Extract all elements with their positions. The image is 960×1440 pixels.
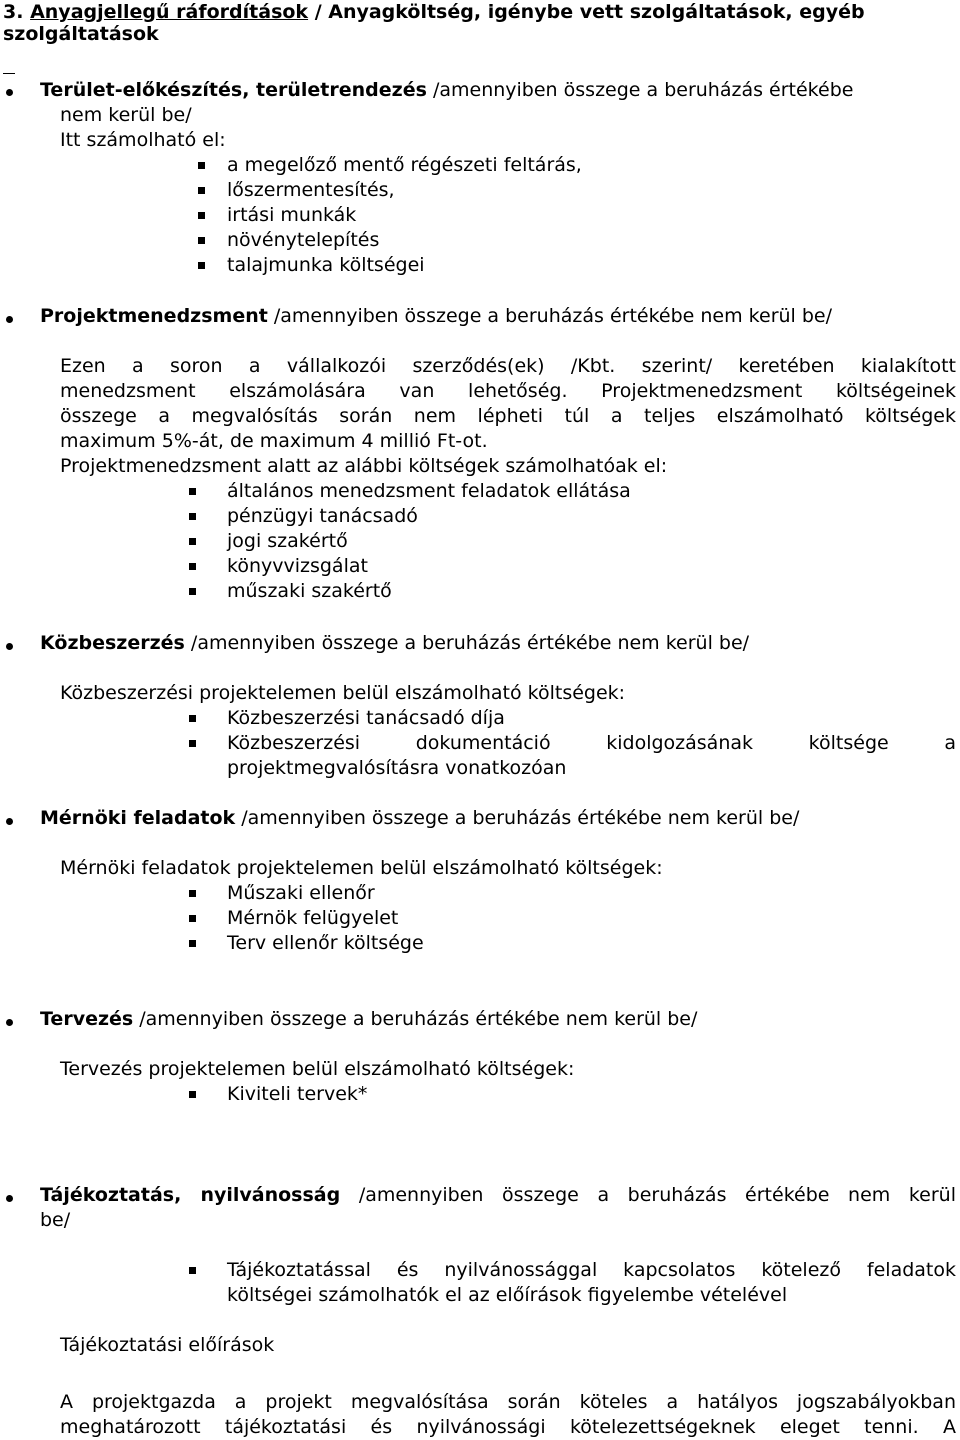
stray-underscore [3,73,15,74]
s6-note: /amennyiben összege a beruházás értékébe nem kerül [340,1184,956,1206]
s5-bold: Tervezés [40,1008,134,1030]
section-title-underlined: Anyagjellegű ráfordítások [30,1,309,23]
s1-note-line2: nem kerül be/ [60,104,192,126]
square-bullet [189,513,196,520]
s1-item: irtási munkák [227,204,357,226]
section-title-line2: szolgáltatások [3,23,159,45]
square-bullet [189,488,196,495]
square-bullet [198,212,205,219]
s2-para-line: menedzsment elszámolására van lehetőség. Projektmenedzsment költségeinek [60,380,956,402]
bullet-dot [6,1019,13,1026]
s6-item: Tájékoztatással és nyilvánossággal kapcsolatos kötelező feladatok [227,1259,956,1281]
s1-item: a megelőző mentő régészeti feltárás, [227,154,582,176]
s6-title-line [40,1183,956,1208]
s5-intro: Tervezés projektelemen belül elszámolható költségek: [60,1058,575,1080]
section-heading-line2 [3,22,159,47]
s2-item: könyvvizsgálat [227,555,368,577]
square-bullet [189,715,196,722]
s2-item: jogi szakértő [227,530,348,552]
s2-item: pénzügyi tanácsadó [227,505,418,527]
square-bullet [198,237,205,244]
s3-item: Közbeszerzési dokumentáció kidolgozásának költsége a [227,732,956,754]
s4-item: Terv ellenőr költsége [227,932,424,954]
s1-item: növénytelepítés [227,229,380,251]
square-bullet [189,890,196,897]
s2-item: általános menedzsment feladatok ellátása [227,480,631,502]
s5-note: /amennyiben összege a beruházás értékébe nem kerül be/ [133,1008,698,1030]
s2-title-line [40,304,832,329]
s3-item-cont: projektmegvalósításra vonatkozóan [227,757,567,779]
s2-para-line: Ezen a soron a vállalkozói szerződés(ek) /Kbt. szerint/ keretében kialakított [60,355,956,377]
square-bullet [189,940,196,947]
s1-note: /amennyiben összege a beruházás értékébe [426,79,854,101]
s2-intro: Projektmenedzsment alatt az alábbi költségek számolhatóak el: [60,455,668,477]
bullet-dot [6,316,13,323]
s2-bold: Projektmenedzsment [40,305,268,327]
bullet-dot [6,818,13,825]
s1-item: lőszermentesítés, [227,179,395,201]
s5-title-line [40,1007,697,1032]
s4-intro: Mérnöki feladatok projektelemen belül elszámolható költségek: [60,857,663,879]
s2-note: /amennyiben összege a beruházás értékébe nem kerül be/ [267,305,833,327]
s6-subheading: Tájékoztatási előírások [60,1334,275,1356]
bullet-dot [6,89,13,96]
s6-note-line2: be/ [40,1209,71,1231]
square-bullet [198,262,205,269]
s4-item: Műszaki ellenőr [227,882,375,904]
square-bullet [189,563,196,570]
s3-title-line [40,631,749,656]
s6-bold: Tájékoztatás, nyilvánosság [40,1184,341,1206]
s3-bold: Közbeszerzés [40,632,185,654]
s5-item: Kiviteli tervek* [227,1083,368,1105]
s1-title-line [40,78,853,103]
s2-para-line: összege a megvalósítás során nem lépheti túl a teljes elszámolható költségek [60,405,956,427]
s1-bold: Terület-előkészítés, területrendezés [40,79,427,101]
s4-bold: Mérnöki feladatok [40,807,236,829]
section-number: 3. [3,1,24,23]
s6-para-line: meghatározott tájékoztatási és nyilvánossági kötelezettségeknek eleget tenni. A [60,1416,956,1438]
s3-intro: Közbeszerzési projektelemen belül elszámolható költségek: [60,682,626,704]
s4-note: /amennyiben összege a beruházás értékébe nem kerül be/ [235,807,800,829]
square-bullet [198,187,205,194]
square-bullet [189,1267,196,1274]
s2-para-line: maximum 5%-át, de maximum 4 millió Ft-ot. [60,430,488,452]
s3-note: /amennyiben összege a beruházás értékébe nem kerül be/ [184,632,750,654]
s1-item: talajmunka költségei [227,254,425,276]
s4-item: Mérnök felügyelet [227,907,399,929]
s3-item: Közbeszerzési tanácsadó díja [227,707,505,729]
section-title-rest: / Anyagköltség, igénybe vett szolgáltatások, egyéb [308,1,865,23]
bullet-dot [6,643,13,650]
square-bullet [189,588,196,595]
square-bullet [189,740,196,747]
square-bullet [198,162,205,169]
square-bullet [189,538,196,545]
s2-item: műszaki szakértő [227,580,392,602]
s6-para-line: A projektgazda a projekt megvalósítása során köteles a hatályos jogszabályokban [60,1391,956,1413]
s1-intro: Itt számolható el: [60,129,226,151]
s4-title-line [40,806,799,831]
bullet-dot [6,1195,13,1202]
s6-item-cont: költségei számolhatók el az előírások figyelembe vételével [227,1284,788,1306]
square-bullet [189,915,196,922]
square-bullet [189,1091,196,1098]
